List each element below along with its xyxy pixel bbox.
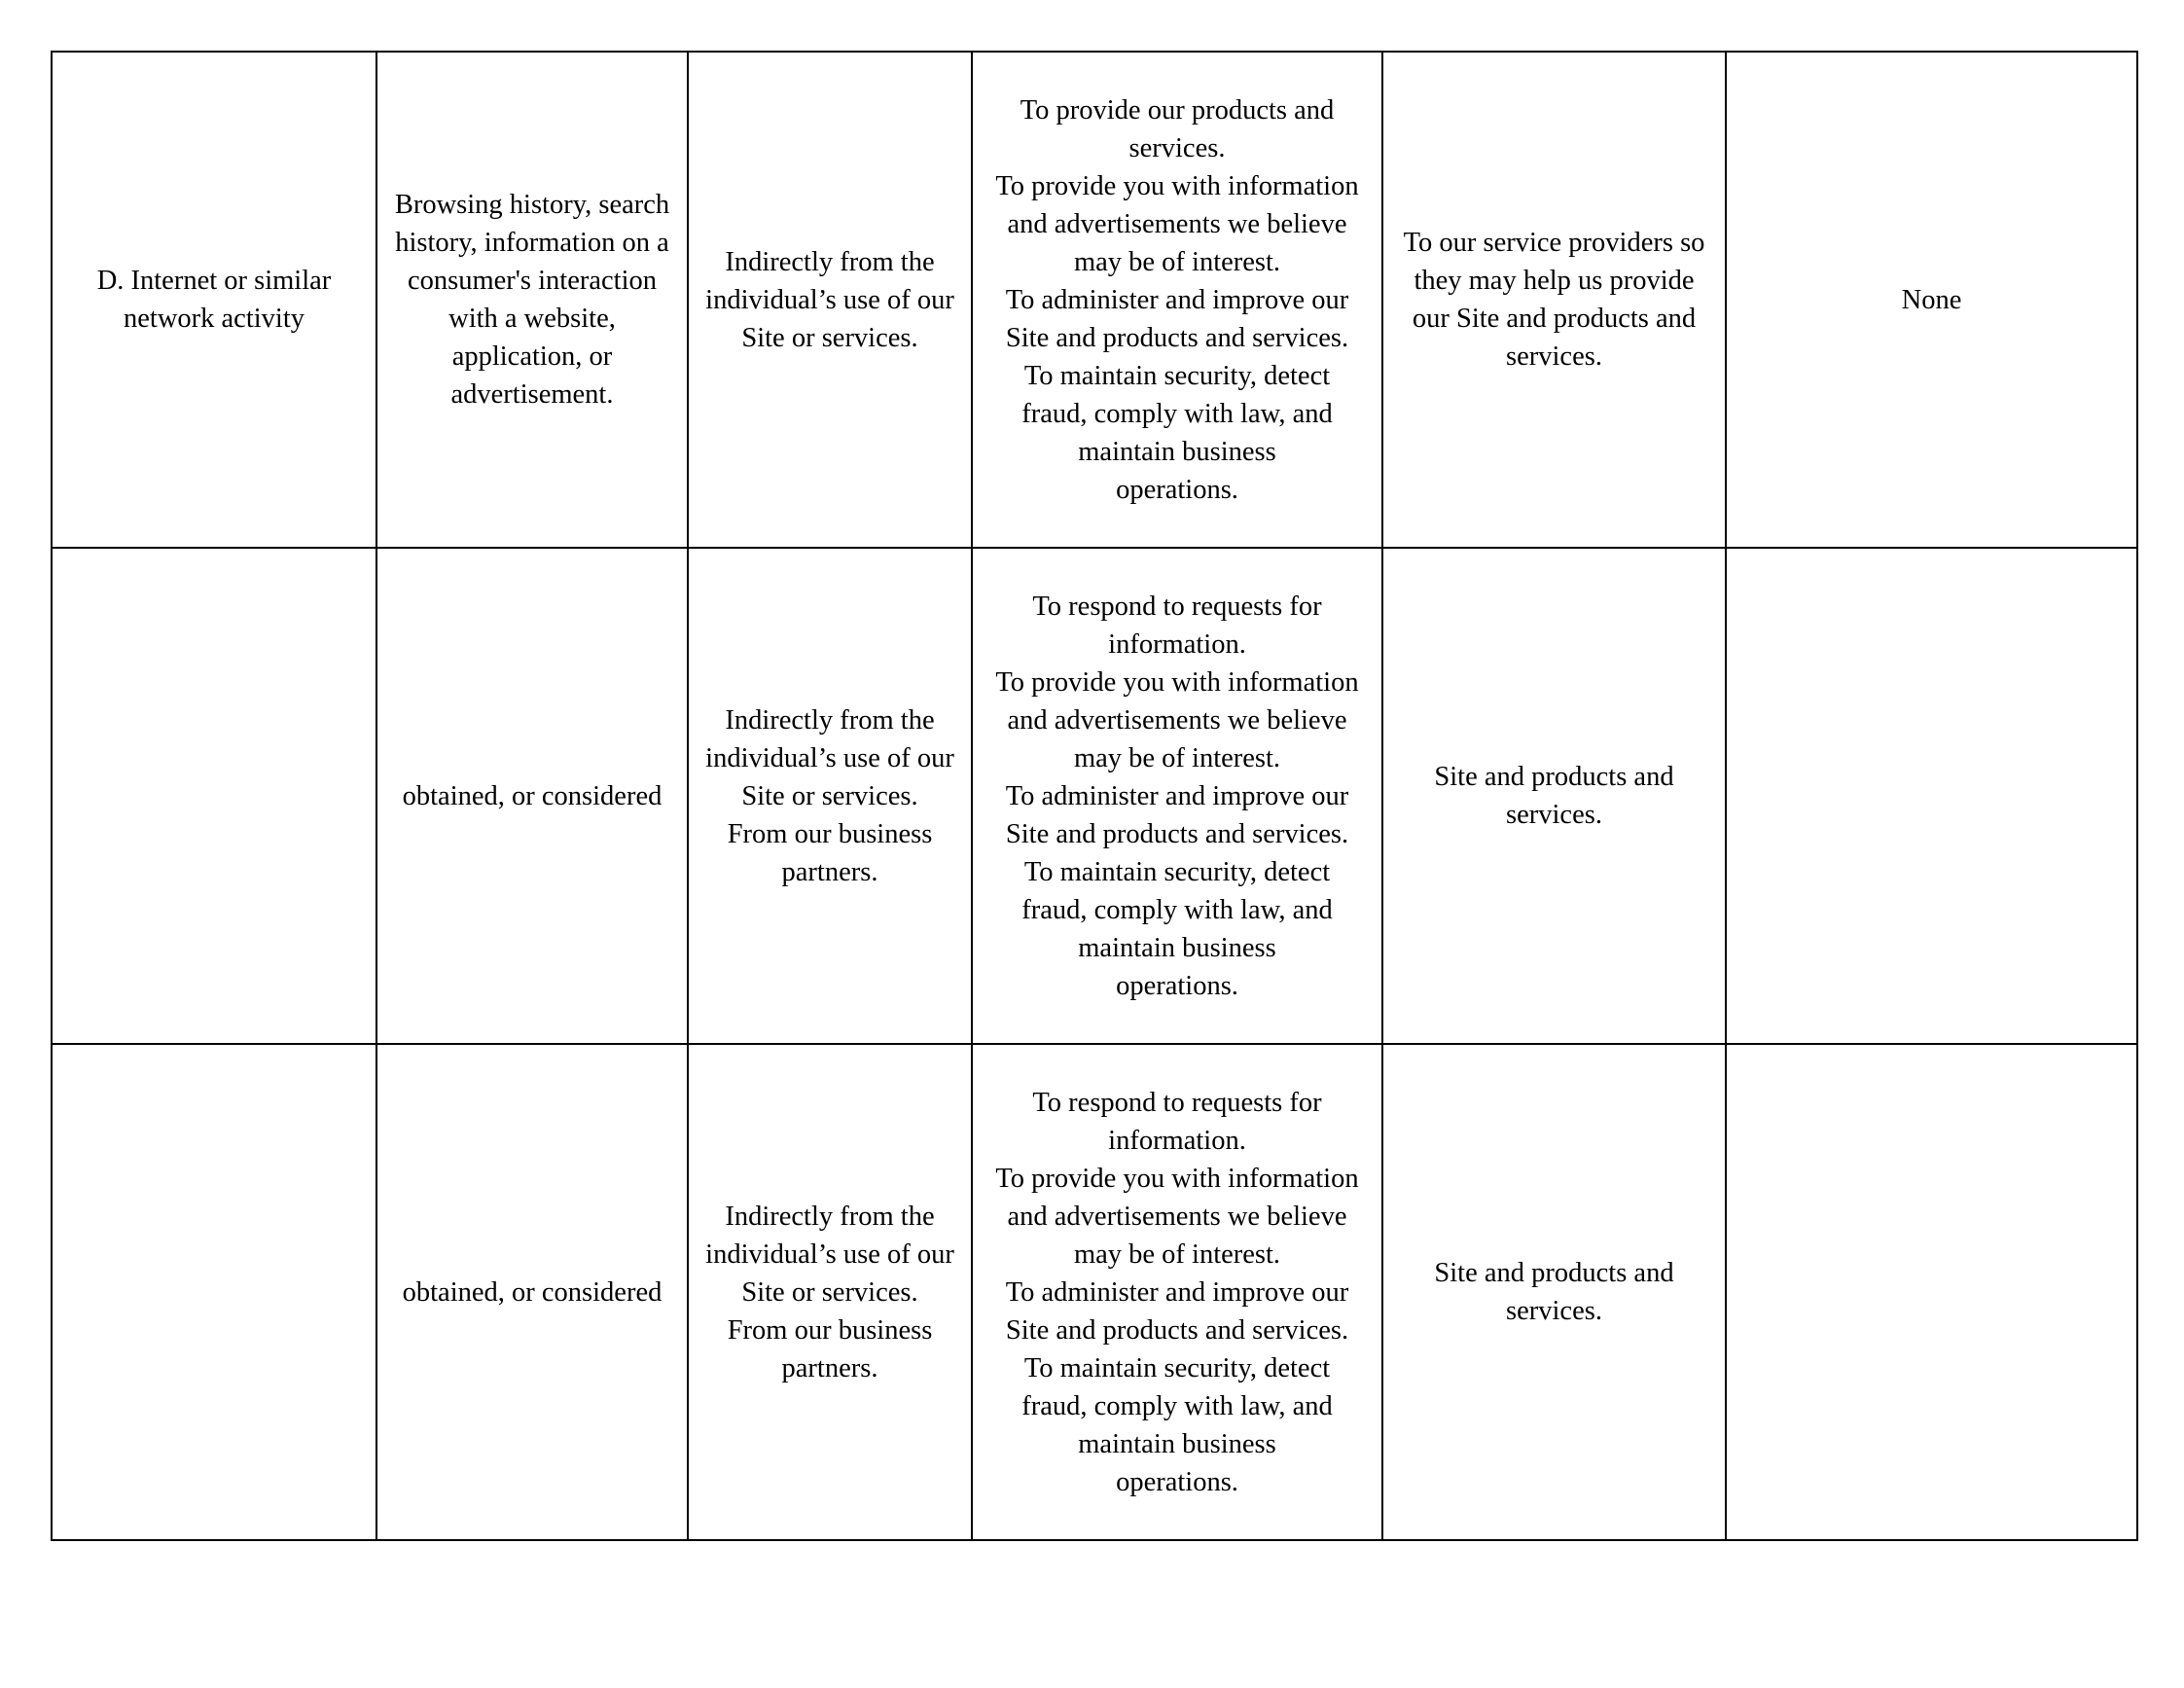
disclosed-to-cell: Site and products and services.	[1382, 548, 1726, 1044]
disclosed-to-cell: Site and products and services.	[1382, 1044, 1726, 1540]
sources-cell: Indirectly from the individual’s use of our Site or services.	[688, 52, 972, 548]
table-row	[52, 548, 2137, 1044]
category-cell	[52, 1044, 376, 1540]
purposes-cell: To respond to requests for information. To provide you with information and advertisements we believe may be of interest. To administer and improve our Site and products and services. To maintain security, detect fraud, comply with law, and maintain business operations.	[972, 548, 1382, 1044]
sources-cell: Indirectly from the individual’s use of our Site or services. From our business partners.	[688, 548, 972, 1044]
privacy-disclosure-table	[51, 51, 2138, 1541]
disclosed-to-cell: To our service providers so they may help us provide our Site and products and services.	[1382, 52, 1726, 548]
sold-to-cell	[1726, 548, 2137, 1044]
category-cell	[52, 548, 376, 1044]
purposes-cell: To respond to requests for information. To provide you with information and advertisements we believe may be of interest. To administer and improve our Site and products and services. To maintain security, detect fraud, comply with law, and maintain business operations.	[972, 1044, 1382, 1540]
examples-cell: obtained, or considered	[376, 1044, 688, 1540]
purposes-cell: To provide our products and services. To provide you with information and advertisements we believe may be of interest. To administer and improve our Site and products and services. To maintain security, detect fraud, comply with law, and maintain business operations.	[972, 52, 1382, 548]
sources-cell: Indirectly from the individual’s use of our Site or services. From our business partners.	[688, 1044, 972, 1540]
sold-to-cell: None	[1726, 52, 2137, 548]
sold-to-cell	[1726, 1044, 2137, 1540]
table-row	[52, 52, 2137, 548]
table-row	[52, 1044, 2137, 1540]
examples-cell: Browsing history, search history, information on a consumer's interaction with a website, application, or advertisement.	[376, 52, 688, 548]
examples-cell: obtained, or considered	[376, 548, 688, 1044]
category-cell: D. Internet or similar network activity	[52, 52, 376, 548]
